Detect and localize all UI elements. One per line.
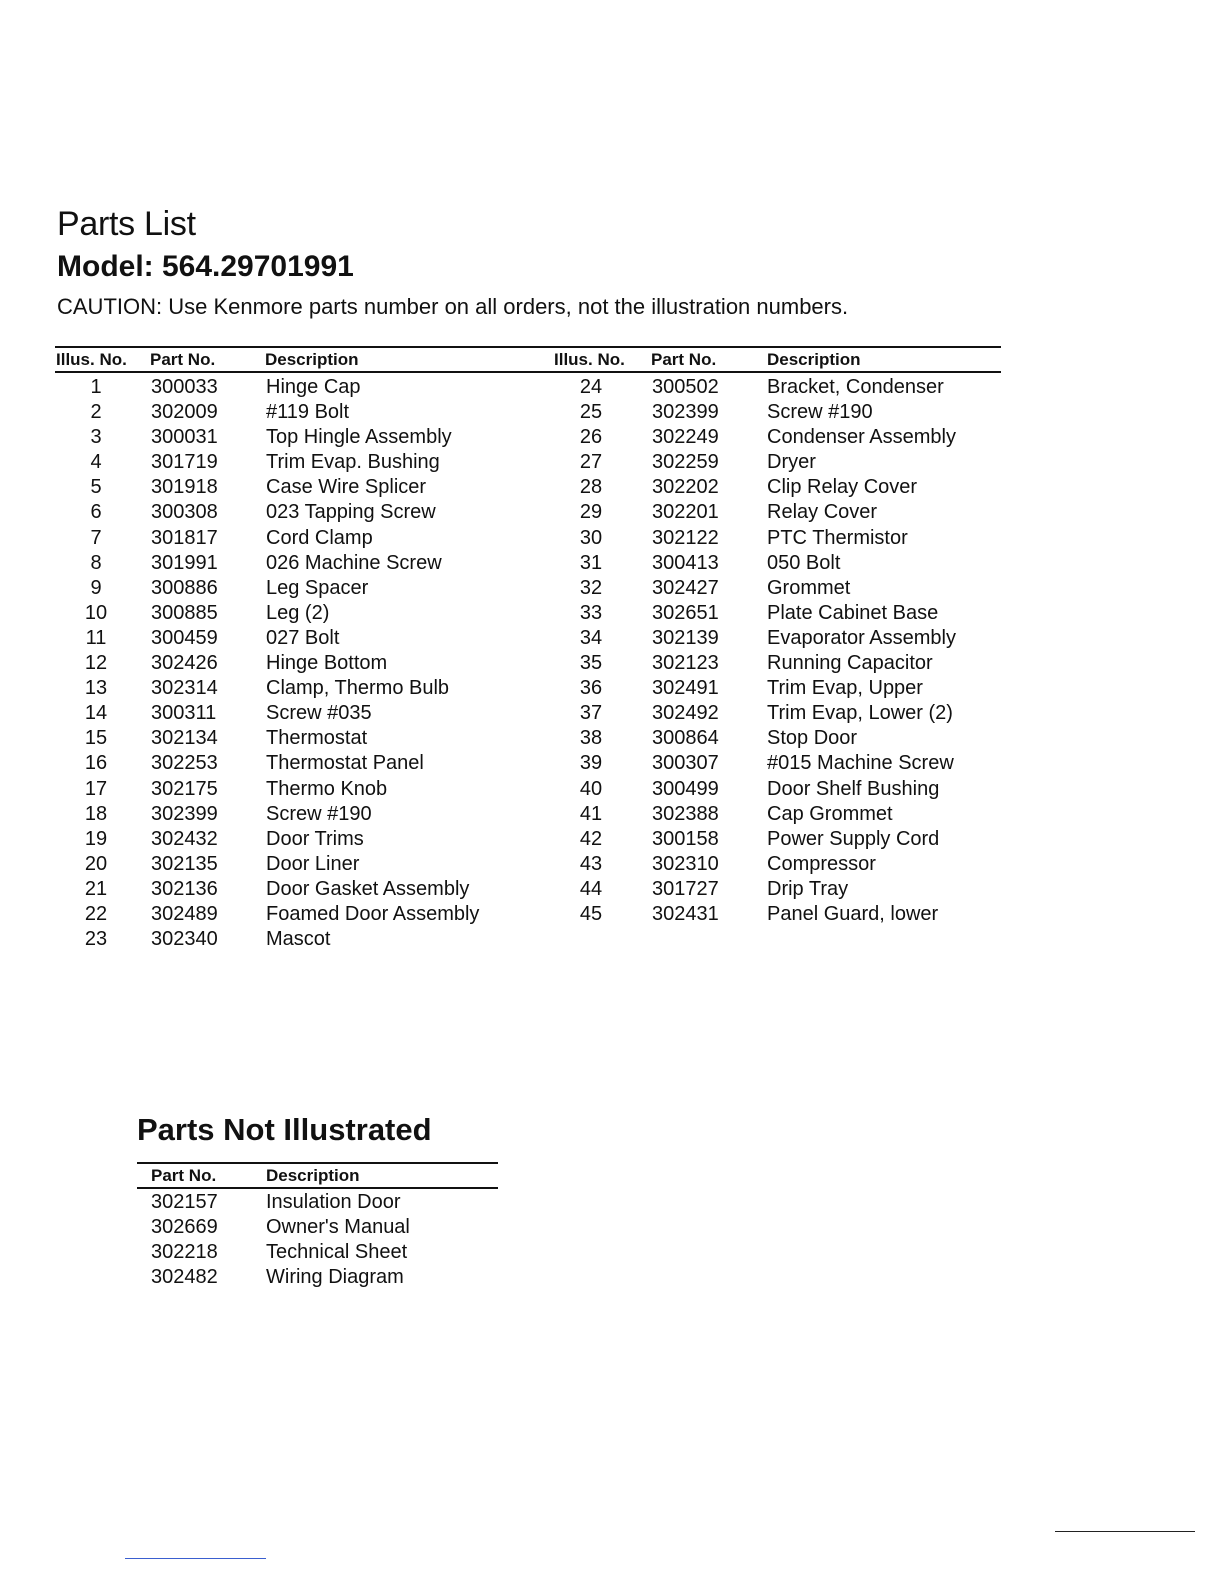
part-no-cell: 302314 xyxy=(151,677,218,700)
description-cell: Top Hingle Assembly xyxy=(266,426,452,449)
part-no-cell: 301817 xyxy=(151,526,218,549)
illus-no-cell: 26 xyxy=(579,426,603,449)
not-illustrated-header xyxy=(137,1162,498,1189)
description-cell: Door Trims xyxy=(266,827,364,850)
description-cell: #015 Machine Screw xyxy=(767,752,954,775)
table-row xyxy=(0,401,1224,426)
illus-no-cell: 18 xyxy=(84,802,108,825)
table-row xyxy=(0,527,1224,552)
description-cell: Door Shelf Bushing xyxy=(767,777,940,800)
part-no-cell: 302157 xyxy=(151,1191,218,1213)
illus-no-cell: 8 xyxy=(90,551,102,574)
table-row xyxy=(0,501,1224,526)
table-row xyxy=(0,727,1224,752)
illus-no-cell: 10 xyxy=(84,601,108,624)
description-cell: Compressor xyxy=(767,852,876,875)
description-cell: Thermostat Panel xyxy=(266,752,424,775)
part-no-cell: 300499 xyxy=(652,777,719,800)
illus-no-cell: 28 xyxy=(579,476,603,499)
part-no-cell: 302201 xyxy=(652,501,719,524)
description-cell: #119 Bolt xyxy=(266,401,350,424)
illus-no-cell: 22 xyxy=(84,902,108,925)
col-illus-no-right: Illus. No. xyxy=(554,350,625,369)
illus-no-cell: 12 xyxy=(84,652,108,675)
part-no-cell: 302669 xyxy=(151,1216,218,1239)
table-row xyxy=(0,878,1224,903)
table-row xyxy=(0,376,1224,401)
part-no-cell: 302135 xyxy=(151,852,218,875)
description-cell: Leg (2) xyxy=(266,601,330,624)
illus-no-cell: 40 xyxy=(579,777,603,800)
description-cell: PTC Thermistor xyxy=(767,526,908,549)
illus-no-cell: 30 xyxy=(579,526,603,549)
description-cell: Clamp, Thermo Bulb xyxy=(266,677,450,700)
illus-no-cell: 41 xyxy=(579,802,603,825)
illus-no-cell: 2 xyxy=(90,401,102,424)
part-no-cell: 302123 xyxy=(652,652,719,675)
table-row xyxy=(0,903,1224,928)
description-cell: Plate Cabinet Base xyxy=(767,601,939,624)
part-no-cell: 302399 xyxy=(652,401,719,424)
illus-no-cell: 34 xyxy=(579,626,603,649)
description-cell: Wiring Diagram xyxy=(266,1266,404,1289)
description-cell: 050 Bolt xyxy=(767,551,841,574)
part-no-cell: 300033 xyxy=(151,376,218,398)
illus-no-cell: 3 xyxy=(90,426,102,449)
part-no-cell: 301991 xyxy=(151,551,218,574)
description-cell: Cord Clamp xyxy=(266,526,373,549)
table-row xyxy=(0,1241,1224,1266)
description-cell: Foamed Door Assembly xyxy=(266,902,480,925)
part-no-cell: 302427 xyxy=(652,576,719,599)
part-no-cell: 302310 xyxy=(652,852,719,875)
description-cell: Relay Cover xyxy=(767,501,878,524)
description-cell: Screw #190 xyxy=(266,802,372,825)
description-cell: Case Wire Splicer xyxy=(266,476,427,499)
illus-no-cell: 37 xyxy=(579,702,603,725)
table-row xyxy=(0,778,1224,803)
illus-no-cell: 24 xyxy=(579,376,603,398)
description-cell: Hinge Bottom xyxy=(266,652,388,675)
part-no-cell: 302426 xyxy=(151,652,218,675)
table-row xyxy=(0,828,1224,853)
part-no-cell: 302122 xyxy=(652,526,719,549)
illus-no-cell: 4 xyxy=(90,451,102,474)
divider-line xyxy=(125,1558,266,1559)
table-row xyxy=(0,803,1224,828)
description-cell: Power Supply Cord xyxy=(767,827,940,850)
description-cell: Technical Sheet xyxy=(266,1241,408,1264)
col-part-no-left: Part No. xyxy=(150,350,216,369)
part-no-cell: 302139 xyxy=(652,626,719,649)
illus-no-cell: 33 xyxy=(579,601,603,624)
illus-no-cell: 6 xyxy=(90,501,102,524)
part-no-cell: 300502 xyxy=(652,376,719,398)
col-description-right: Description xyxy=(767,350,861,369)
illus-no-cell: 21 xyxy=(84,877,108,900)
table-row xyxy=(0,853,1224,878)
part-no-cell: 302134 xyxy=(151,727,218,750)
description-cell: Trim Evap, Lower (2) xyxy=(767,702,953,725)
col-part-no-right: Part No. xyxy=(651,350,717,369)
description-cell: 026 Machine Screw xyxy=(266,551,442,574)
part-no-cell: 302136 xyxy=(151,877,218,900)
table-row xyxy=(0,752,1224,777)
not-illustrated-body xyxy=(0,1191,1224,1291)
illus-no-cell: 32 xyxy=(579,576,603,599)
table-row xyxy=(0,1216,1224,1241)
description-cell: 023 Tapping Screw xyxy=(266,501,436,524)
col-description: Description xyxy=(266,1166,360,1185)
col-illus-no-left: Illus. No. xyxy=(56,350,127,369)
table-row xyxy=(0,677,1224,702)
part-no-cell: 302388 xyxy=(652,802,719,825)
description-cell: Screw #190 xyxy=(767,401,873,424)
part-no-cell: 300886 xyxy=(151,576,218,599)
description-cell: Condenser Assembly xyxy=(767,426,956,449)
part-no-cell: 302489 xyxy=(151,902,218,925)
part-no-cell: 302651 xyxy=(652,601,719,624)
divider-line-right xyxy=(1055,1531,1195,1532)
part-no-cell: 301918 xyxy=(151,476,218,499)
description-cell: Door Liner xyxy=(266,852,360,875)
illus-no-cell: 9 xyxy=(90,576,102,599)
model-number: Model: 564.29701991 xyxy=(57,250,354,283)
illus-no-cell: 5 xyxy=(90,476,102,499)
part-no-cell: 302432 xyxy=(151,827,218,850)
illus-no-cell: 31 xyxy=(579,551,603,574)
illus-no-cell: 39 xyxy=(579,752,603,775)
table-row xyxy=(0,928,1224,953)
parts-table-body xyxy=(0,376,1224,953)
parts-not-illustrated-title: Parts Not Illustrated xyxy=(137,1112,432,1147)
illus-no-cell: 16 xyxy=(84,752,108,775)
part-no-cell: 302175 xyxy=(151,777,218,800)
description-cell: Clip Relay Cover xyxy=(767,476,918,499)
description-cell: Bracket, Condenser xyxy=(767,376,944,398)
illus-no-cell: 15 xyxy=(84,727,108,750)
illus-no-cell: 42 xyxy=(579,827,603,850)
table-row xyxy=(0,602,1224,627)
part-no-cell: 302253 xyxy=(151,752,218,775)
part-no-cell: 300158 xyxy=(652,827,719,850)
part-no-cell: 302491 xyxy=(652,677,719,700)
part-no-cell: 302202 xyxy=(652,476,719,499)
illus-no-cell: 19 xyxy=(84,827,108,850)
illus-no-cell: 38 xyxy=(579,727,603,750)
description-cell: Screw #035 xyxy=(266,702,372,725)
illus-no-cell: 43 xyxy=(579,852,603,875)
part-no-cell: 302492 xyxy=(652,702,719,725)
part-no-cell: 301727 xyxy=(652,877,719,900)
part-no-cell: 300885 xyxy=(151,601,218,624)
description-cell: Thermostat xyxy=(266,727,368,750)
table-row xyxy=(0,652,1224,677)
part-no-cell: 302340 xyxy=(151,928,218,951)
description-cell: Mascot xyxy=(266,928,331,951)
parts-table-header xyxy=(55,346,1001,373)
description-cell: Dryer xyxy=(767,451,816,474)
description-cell: Cap Grommet xyxy=(767,802,893,825)
table-row xyxy=(0,1266,1224,1291)
illus-no-cell: 20 xyxy=(84,852,108,875)
illus-no-cell: 29 xyxy=(579,501,603,524)
illus-no-cell: 7 xyxy=(90,526,102,549)
description-cell: Owner's Manual xyxy=(266,1216,410,1239)
part-no-cell: 302249 xyxy=(652,426,719,449)
part-no-cell: 300864 xyxy=(652,727,719,750)
part-no-cell: 300307 xyxy=(652,752,719,775)
col-part-no: Part No. xyxy=(151,1166,217,1185)
description-cell: Stop Door xyxy=(767,727,858,750)
description-cell: Thermo Knob xyxy=(266,777,388,800)
description-cell: Grommet xyxy=(767,576,851,599)
illus-no-cell: 44 xyxy=(579,877,603,900)
table-row xyxy=(0,1191,1224,1216)
illus-no-cell: 17 xyxy=(84,777,108,800)
page-title: Parts List xyxy=(57,205,196,243)
part-no-cell: 300459 xyxy=(151,626,218,649)
illus-no-cell: 13 xyxy=(84,677,108,700)
description-cell: Drip Tray xyxy=(767,877,849,900)
illus-no-cell: 36 xyxy=(579,677,603,700)
description-cell: Leg Spacer xyxy=(266,576,369,599)
illus-no-cell: 14 xyxy=(84,702,108,725)
col-description-left: Description xyxy=(265,350,359,369)
part-no-cell: 300311 xyxy=(151,702,217,725)
table-row xyxy=(0,577,1224,602)
table-row xyxy=(0,552,1224,577)
part-no-cell: 301719 xyxy=(151,451,218,474)
illus-no-cell: 1 xyxy=(90,376,102,398)
part-no-cell: 302431 xyxy=(652,902,719,925)
part-no-cell: 302482 xyxy=(151,1266,218,1289)
description-cell: 027 Bolt xyxy=(266,626,340,649)
table-row xyxy=(0,451,1224,476)
table-row xyxy=(0,702,1224,727)
part-no-cell: 302399 xyxy=(151,802,218,825)
description-cell: Hinge Cap xyxy=(266,376,361,398)
description-cell: Running Capacitor xyxy=(767,652,933,675)
caution-note: CAUTION: Use Kenmore parts number on all orders, not the illustration numbers. xyxy=(57,294,849,319)
table-row xyxy=(0,426,1224,451)
description-cell: Door Gasket Assembly xyxy=(266,877,470,900)
illus-no-cell: 25 xyxy=(579,401,603,424)
part-no-cell: 300031 xyxy=(151,426,218,449)
description-cell: Trim Evap, Upper xyxy=(767,677,923,700)
illus-no-cell: 23 xyxy=(84,928,108,951)
description-cell: Insulation Door xyxy=(266,1191,401,1213)
part-no-cell: 302218 xyxy=(151,1241,218,1264)
illus-no-cell: 35 xyxy=(579,652,603,675)
part-no-cell: 300308 xyxy=(151,501,218,524)
part-no-cell: 300413 xyxy=(652,551,719,574)
illus-no-cell: 45 xyxy=(579,902,603,925)
illus-no-cell: 27 xyxy=(579,451,603,474)
part-no-cell: 302259 xyxy=(652,451,719,474)
description-cell: Trim Evap. Bushing xyxy=(266,451,440,474)
part-no-cell: 302009 xyxy=(151,401,218,424)
table-row xyxy=(0,476,1224,501)
illus-no-cell: 11 xyxy=(85,626,107,649)
description-cell: Panel Guard, lower xyxy=(767,902,939,925)
table-row xyxy=(0,627,1224,652)
description-cell: Evaporator Assembly xyxy=(767,626,956,649)
